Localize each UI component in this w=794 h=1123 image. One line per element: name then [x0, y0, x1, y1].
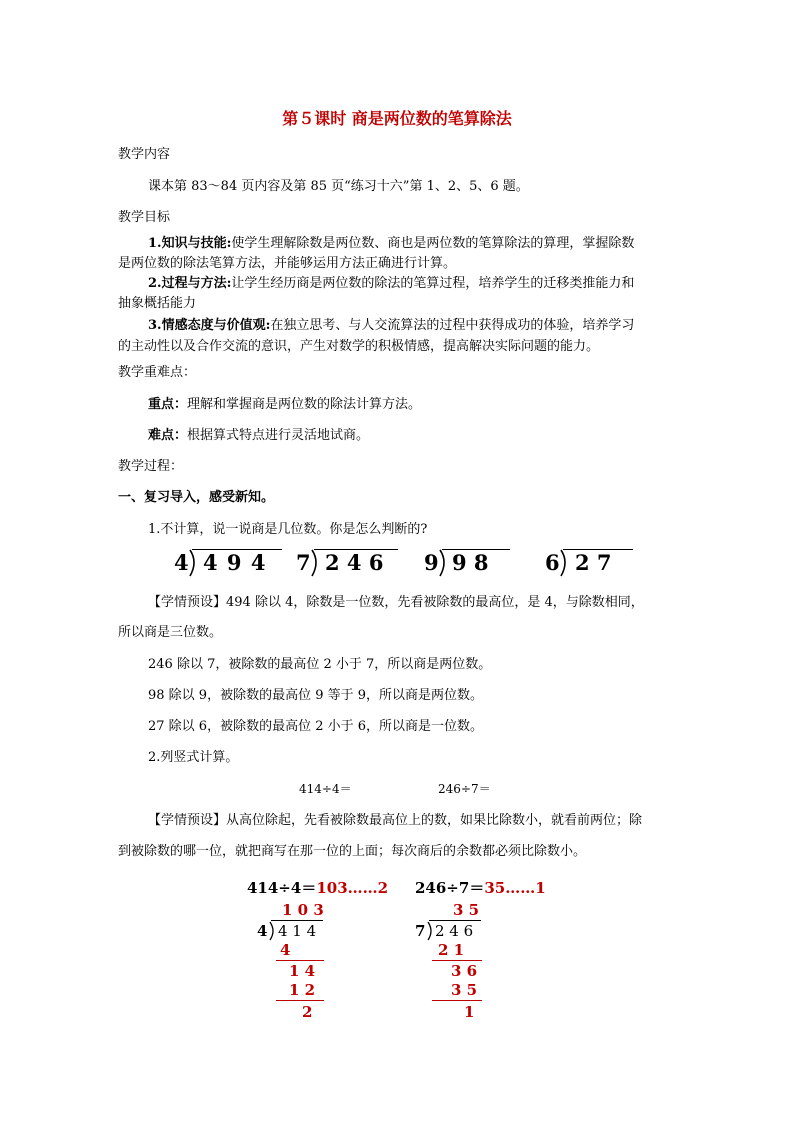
goal-1-text: 使学生理解除数是两位数、商也是两位数的笔算除法的算理，掌握除数: [231, 236, 635, 251]
equation-1: 414÷4＝: [299, 782, 352, 796]
section1-heading: 一、复习导入，感受新知。: [118, 490, 275, 505]
calc-1-step2: 1 4: [289, 962, 316, 980]
goal-2-line2: 抽象概括能力: [118, 296, 197, 311]
calc-2-step3: 3 5: [451, 981, 478, 999]
calc-2-dividend: 2 4 6: [435, 922, 474, 940]
goal-1-line2: 是两位数的除法笔算方法，并能够运用方法正确进行计算。: [118, 256, 457, 271]
calc-1-dividend: 4 1 4: [278, 922, 317, 940]
preset-b-text: 从高位除起，先看被除数最高位上的数，如果比除数小，就看前两位；除: [226, 813, 643, 828]
goal-3-line1: [148, 315, 634, 337]
preset-2: 246 除以 7，被除数的最高位 2 小于 7，所以商是两位数。: [148, 657, 492, 672]
difficulty-text: 根据算式特点进行灵活地试商。: [187, 428, 370, 443]
calc-1-bracket: [268, 920, 278, 942]
calc-1-expr: 414÷4＝: [247, 879, 317, 897]
calc-1-expression: [247, 877, 388, 898]
calc-2-remainder: 1: [464, 1003, 475, 1021]
calc-2-expression: [415, 877, 546, 898]
calc-2-answer: 35……1: [484, 879, 546, 897]
calc-1-answer: 103……2: [316, 879, 389, 897]
calc-1-remainder: 2: [302, 1003, 313, 1021]
key-point-text: 理解和掌握商是两位数的除法计算方法。: [187, 397, 422, 412]
calc-1-divisor: 4: [257, 922, 268, 940]
calc-1-line1: [276, 960, 324, 961]
calc-1-bar: [271, 920, 323, 921]
preset-1-text: 494 除以 4，除数是一位数，先看被除数的最高位，是 4，与除数相同，: [226, 595, 644, 610]
question-2: 2.列竖式计算。: [148, 750, 239, 765]
goal-1-line1: [148, 233, 634, 255]
preset-b-line1: [148, 810, 642, 832]
calc-2-step2: 3 6: [451, 962, 478, 980]
calc-2-line2: [432, 1000, 482, 1001]
goal-1-label: 1.知识与技能:: [148, 236, 232, 251]
key-heading: 教学重难点：: [118, 365, 197, 380]
goal-2-label: 2.过程与方法:: [148, 276, 232, 291]
division-3-dividend: 9 8: [452, 550, 489, 575]
difficulty-point: [148, 425, 369, 447]
calc-2-divisor: 7: [415, 922, 426, 940]
division-3-bracket: [438, 548, 450, 578]
preset-1-line1: [148, 592, 644, 614]
division-1-bracket: [188, 548, 200, 578]
preset-4: 27 除以 6，被除数的最高位 2 小于 6，所以商是一位数。: [148, 719, 484, 734]
preset-b-label: 【学情预设】: [148, 813, 227, 828]
goal-3-label: 3.情感态度与价值观:: [148, 318, 271, 333]
calc-2-quotient: 3 5: [453, 901, 480, 919]
division-2-dividend: 2 4 6: [325, 550, 384, 575]
division-2-bracket: [310, 548, 322, 578]
goal-3-text: 在独立思考、与人交流算法的过程中获得成功的体验，培养学习: [270, 318, 635, 333]
process-heading: 教学过程：: [118, 459, 184, 474]
calc-2-step1: 2 1: [438, 941, 465, 959]
content-text: 课本第 83～84 页内容及第 85 页“练习十六”第 1、2、5、6 题。: [148, 179, 529, 194]
calc-1-step3: 1 2: [289, 981, 316, 999]
equation-2: 246÷7＝: [438, 782, 491, 796]
division-1-divisor: 4: [174, 550, 189, 575]
division-2-divisor: 7: [296, 550, 311, 575]
calc-1-quotient: 1 0 3: [282, 901, 324, 919]
preset-b-line2: 到被除数的哪一位，就把商写在那一位的上面；每次商后的余数都必须比除数小。: [118, 844, 587, 859]
division-4-bracket: [559, 548, 571, 578]
calc-2-line1: [432, 960, 482, 961]
calc-1-line2: [276, 1000, 324, 1001]
division-1-dividend: 4 9 4: [203, 550, 266, 575]
preset-label: 【学情预设】: [148, 595, 227, 610]
calc-1-step1: 4: [280, 941, 291, 959]
goal-3-line2: 的主动性以及合作交流的意识，产生对数学的积极情感，提高解决实际问题的能力。: [118, 339, 600, 354]
key-point-label: 重点：: [148, 397, 188, 412]
calc-2-expr: 246÷7＝: [415, 879, 485, 897]
page-title: 第５课时 商是两位数的笔算除法: [282, 109, 512, 128]
division-4-dividend: 2 7: [575, 550, 612, 575]
calc-2-bar: [429, 920, 481, 921]
division-4-divisor: 6: [545, 550, 560, 575]
key-point: [148, 394, 421, 416]
goal-2-text: 让学生经历商是两位数的除法的笔算过程，培养学生的迁移类推能力和: [231, 276, 635, 291]
difficulty-label: 难点：: [148, 428, 188, 443]
preset-3: 98 除以 9，被除数的最高位 9 等于 9，所以商是两位数。: [148, 688, 484, 703]
division-3-divisor: 9: [424, 550, 439, 575]
goal-heading: 教学目标: [118, 210, 171, 225]
preset-1-line2: 所以商是三位数。: [118, 625, 223, 640]
goal-2-line1: [148, 273, 634, 295]
content-heading: 教学内容: [118, 147, 171, 162]
question-1: 1.不计算，说一说商是几位数。你是怎么判断的?: [148, 522, 428, 537]
